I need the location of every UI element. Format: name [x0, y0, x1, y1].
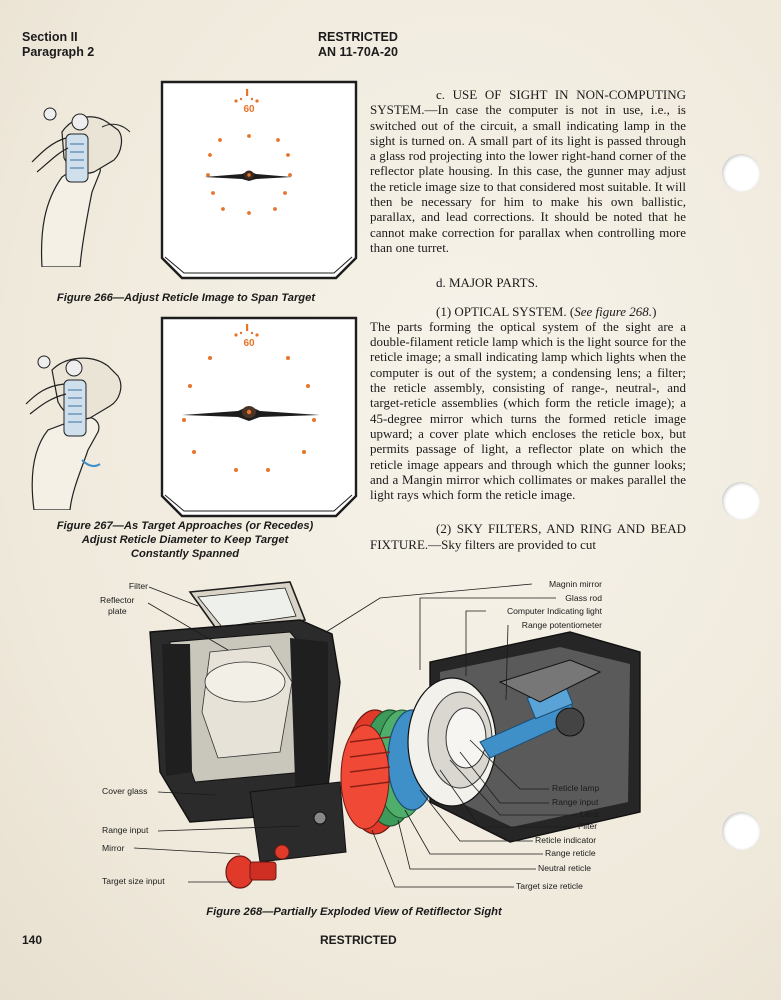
doc-number: AN 11-70A-20: [318, 45, 398, 59]
sky-filters-heading: (2) SKY FILTERS, AND RING AND BEAD FIXTURE.: [370, 521, 686, 552]
restricted-label: RESTRICTED: [318, 30, 398, 44]
d-heading: d. MAJOR PARTS.: [436, 275, 539, 291]
callout-range-input-left: Range input: [102, 825, 149, 835]
callout-range-reticle: Range reticle: [545, 848, 596, 858]
callout-lens: Lens: [580, 809, 599, 819]
optical-system-heading: (1) OPTICAL SYSTEM. (: [436, 303, 575, 319]
callout-reflector-plate-line1: Reflector: [100, 595, 135, 605]
callout-magnin-mirror: Magnin mirror: [548, 579, 602, 589]
c-heading: c. USE OF SIGHT IN NON-COMPUTING SYSTEM.: [370, 87, 686, 118]
callout-reflector-plate-line2: plate: [108, 606, 127, 616]
figure-267-caption-line3: Constantly Spanned: [130, 548, 240, 560]
range-readout-267: 60: [243, 338, 255, 349]
figure-267-caption-line2: Adjust Reticle Diameter to Keep Target: [81, 534, 289, 546]
callout-filter-left: Filter: [128, 581, 148, 591]
callout-reticle-lamp: Reticle lamp: [552, 783, 600, 793]
callout-range-input-right: Range input: [552, 797, 599, 807]
callout-cover-glass: Cover glass: [102, 786, 148, 796]
callout-target-size-input: Target size input: [102, 876, 165, 886]
callout-filter-right: Filter: [578, 821, 598, 831]
page-number: 140: [22, 933, 43, 947]
callout-neutral-reticle: Neutral reticle: [538, 863, 592, 873]
section-label: Section II: [22, 30, 78, 44]
figure-266-caption: Figure 266—Adjust Reticle Image to Span Target: [56, 292, 316, 304]
footer-restricted: RESTRICTED: [320, 933, 397, 947]
callout-computer-indicating-light: Computer Indicating light: [506, 606, 602, 616]
range-readout-266: 60: [243, 104, 255, 115]
figure-reference: See figure 268.: [574, 303, 653, 319]
callout-reticle-indicator: Reticle indicator: [535, 835, 597, 845]
paragraph-label: Paragraph 2: [22, 45, 95, 59]
callout-target-size-reticle: Target size reticle: [516, 881, 583, 891]
figure-268-caption: Figure 268—Partially Exploded View of Retiflector Sight: [206, 906, 502, 918]
sky-filters-text: —Sky filters are provided to cut: [428, 536, 597, 552]
optical-system-text: The parts forming the optical system of the sight are a double-filament reticle lamp which is the light source for the reticle image; a small indicating lamp which lights when the computer is out of the system; a condensing lens; a filter; the reticle assembly, consisting of range-, neutral-, and target-reticle assemblies (which form the reticle image); a 45-degree mirror which turns the formed reticle image upward; a cover plate which encloses the reticle box, but permits passage of light, a reflector plate on which the reticle image appears and through which the gunner looks; and a Mangin mirror which collimates or makes parallel the light rays which form the reticle image.: [370, 318, 686, 503]
c-text: —In case the computer is not in use, i.e., is switched out of the circuit, a small indicating lamp in the sight is turned on. A small part of its light is passed through a glass rod projecting into the lower right-hand corner of the reflector plate housing. In this case, the gunner may adjust the reticle image size to that considered most suitable. It will then be necessary for him to make his own ballistic, parallax, and lead corrections. It should be noted that he cannot make correction for parallax when controlling more than one turret.: [370, 102, 686, 255]
figure-267-caption-line1: Figure 267—As Target Approaches (or Recedes): [56, 520, 314, 532]
callout-mirror: Mirror: [102, 843, 125, 853]
paren-close: ): [652, 303, 657, 319]
callout-glass-rod: Glass rod: [565, 593, 602, 603]
callout-range-potentiometer: Range potentiometer: [521, 620, 602, 630]
